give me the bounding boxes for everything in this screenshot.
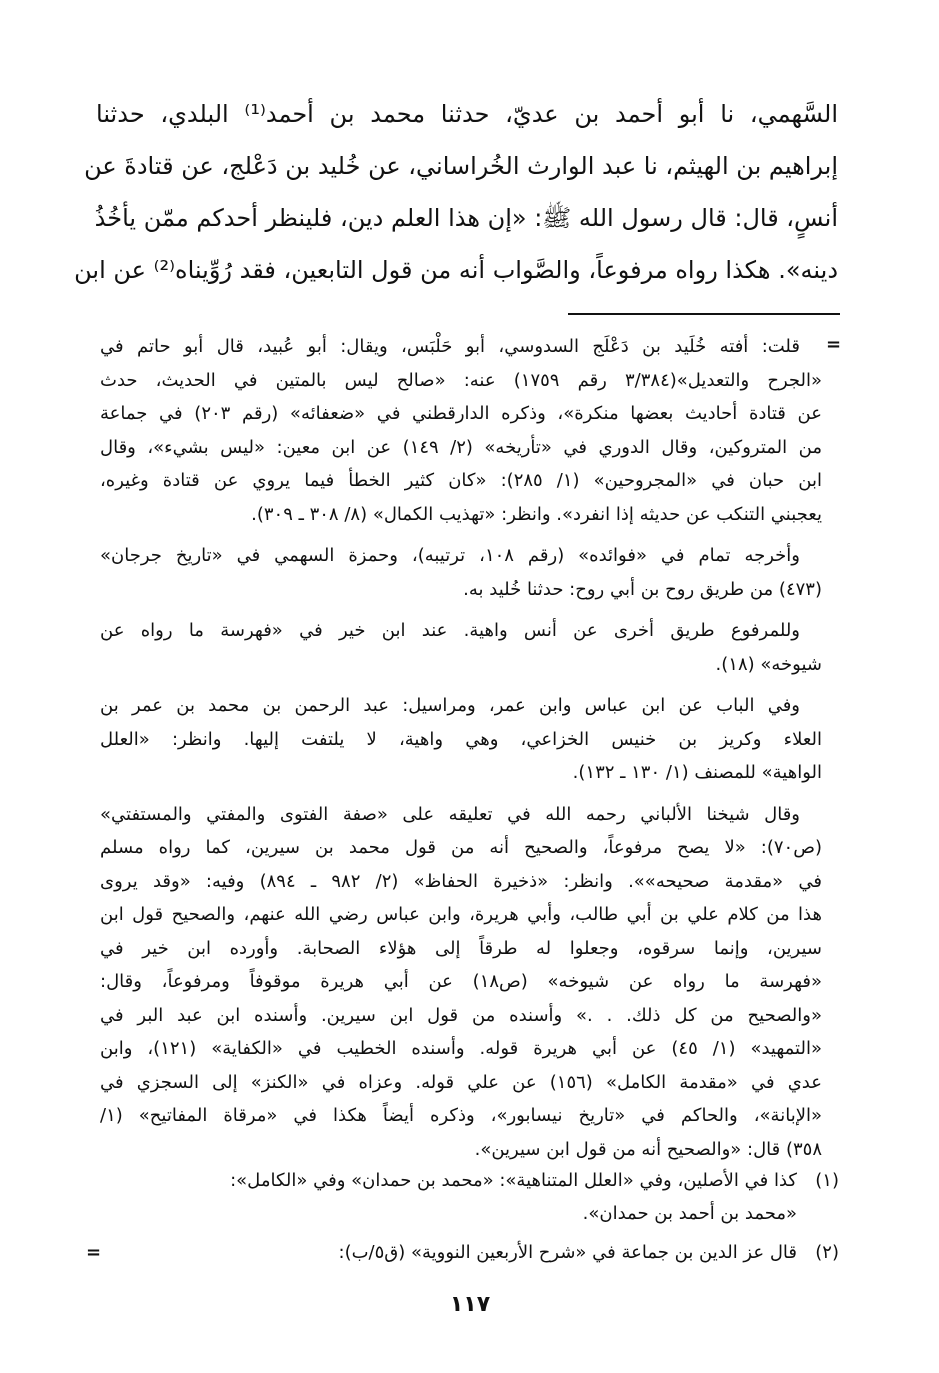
note-line: وفي الباب عن ابن عباس وابن عمر، ومراسيل: عبد الرحمن بن محمد بن عمر بن [100, 695, 800, 716]
footnote-line: قال عز الدين بن جماعة في «شرح الأربعين النووية» (ق٥/ب): [338, 1242, 797, 1263]
continuation-mark-bottom: = [86, 1242, 102, 1263]
note-line: من المتروكين، وقال الدوري في «تأريخه» (٢/ ١٤٩) عن ابن معين: «ليس بشيء»، وقال [100, 436, 822, 458]
note-line: «التمهيد» (١/ ٤٥) عن أبي هريرة قوله. وأسنده الخطيب في «الكفاية» (١٢١)، وابن [100, 1038, 822, 1059]
main-text-line: إبراهيم بن الهيثم، نا عبد الوارث الخُراساني، عن خُليد بن دَعْلج، عن قتادةَ عن [84, 152, 838, 180]
main-text-line: أنسٍ، قال: قال رسول الله ﷺ: «إن هذا العلم دين، فلينظر أحدكم ممّن يأخُذُ [94, 204, 838, 232]
note-line: في «مقدمة صحيحه»». وانظر: «ذخيرة الحفاظ» (٢/ ٩٨٢ ـ ٨٩٤) وفيه: «وقد يروى [100, 870, 822, 892]
note-line: «الجرح والتعديل»(٣/٣٨٤ رقم ١٧٥٩) عنه: «صالح ليس بالمتين في الحديث، حدث [100, 369, 822, 391]
footnote-separator [568, 313, 840, 315]
note-line: عن قتادة أحاديث بعضها منكرة»، وذكره الدارقطني في «ضعفائه» (رقم ٢٠٣) في جماعة [100, 403, 822, 424]
footnote-line: كذا في الأصلين، وفي «العلل المتناهية»: «محمد بن حمدان» وفي «الكامل»: [230, 1170, 797, 1191]
continued-note [100, 330, 822, 1174]
footnote-number: (٢) [815, 1242, 839, 1263]
continuation-mark-top: = [826, 334, 842, 355]
note-line: قلت: أفته خُلَيد بن دَعْلَج السدوسي، أبو حَلْبَس، ويقال: أبو عُبيد، قال أبو حاتم في [100, 336, 800, 357]
main-text-line: دينه». هكذا رواه مرفوعاً، والصَّواب أنه من قول التابعين، فقد رُوِّيناه⁽²⁾ عن ابن [74, 256, 838, 284]
main-text [74, 88, 838, 296]
main-text-line: السَّهمي، نا أبو أحمد بن عديّ، حدثنا محمد بن أحمد⁽¹⁾ البلدي، حدثنا [96, 100, 838, 128]
page-number: ١١٧ [449, 1292, 491, 1317]
footnote-2 [94, 1236, 839, 1269]
note-line: «والصحيح من كل ذلك. . .» وأسنده من قول ابن سيرين. وأسنده ابن عبد البر في [100, 1004, 822, 1026]
note-line: العلاء وكريز بن خنيس الخزاعي، وهي واهية، لا يلتفت إليها. وانظر: «العلل [100, 728, 822, 750]
note-paragraph [100, 539, 822, 606]
note-line: شيوخه» (١٨). [715, 653, 822, 675]
note-line: هذا من كلام علي بن أبي طالب، وأبي هريرة، وابن عباس رضي الله عنهم، والصحيح قول ابن [100, 904, 822, 925]
note-line: الواهية» للمصنف (١/ ١٣٠ ـ ١٣٢). [572, 762, 822, 783]
note-paragraph [100, 614, 822, 681]
footnote-1 [94, 1164, 839, 1230]
note-line: وللمرفوع طريق أخرى عن أنس واهية. عند ابن خير في «فهرسة ما رواه عن [100, 620, 800, 641]
note-line: «فهرسة ما رواه عن شيوخه» (ص١٨) عن أبي هريرة موقوفاً ومرفوعاً، وقال: [100, 971, 822, 992]
note-paragraph [100, 330, 822, 531]
note-line: ابن حبان في «المجروحين» (١/ ٢٨٥): «كان كثير الخطأ فيما يروي عن قتادة وغيره، [100, 470, 822, 491]
note-paragraph [100, 798, 822, 1167]
footnote-line: «محمد بن أحمد بن حمدان». [582, 1203, 797, 1224]
note-line: «الإبانة»، والحاكم في «تاريخ نيسابور»، وذكره أيضاً هكذا في «مرقاة المفاتيح» (١/ [100, 1105, 822, 1126]
note-line: عدي في «مقدمة الكامل» (١٥٦) عن علي قوله. وعزاه في «الكنز» إلى السجزي في [100, 1071, 822, 1093]
note-line: وقال شيخنا الألباني رحمه الله في تعليقه على «صفة الفتوى والمفتي والمستفتي» [100, 803, 800, 825]
note-line: وأخرجه تمام في «فوائده» (رقم ١٠٨، ترتيبه)، وحمزة السهمي في «تاريخ جرجان» [100, 545, 800, 566]
note-line: (ص٧٠): «لا يصح مرفوعاً، والصحيح أنه من قول محمد بن سيرين، كما رواه مسلم [100, 837, 822, 858]
footnote-number: (١) [815, 1170, 839, 1191]
note-line: (٤٧٣) من طريق روح بن أبي روح: حدثنا خُليد به. [463, 578, 822, 600]
note-paragraph [100, 689, 822, 790]
note-line: يعجبني التنكب عن حديثه إذا انفرد». وانظر: «تهذيب الكمال» (٨/ ٣٠٨ ـ ٣٠٩). [251, 503, 822, 525]
note-line: ٣٥٨) قال: «والصحيح أنه من قول ابن سيرين». [474, 1138, 822, 1160]
note-line: سيرين، وإنما سرقوه، وجعلوا له طرقاً إلى هؤلاء الصحابة. وأورده ابن خير في [100, 937, 822, 959]
